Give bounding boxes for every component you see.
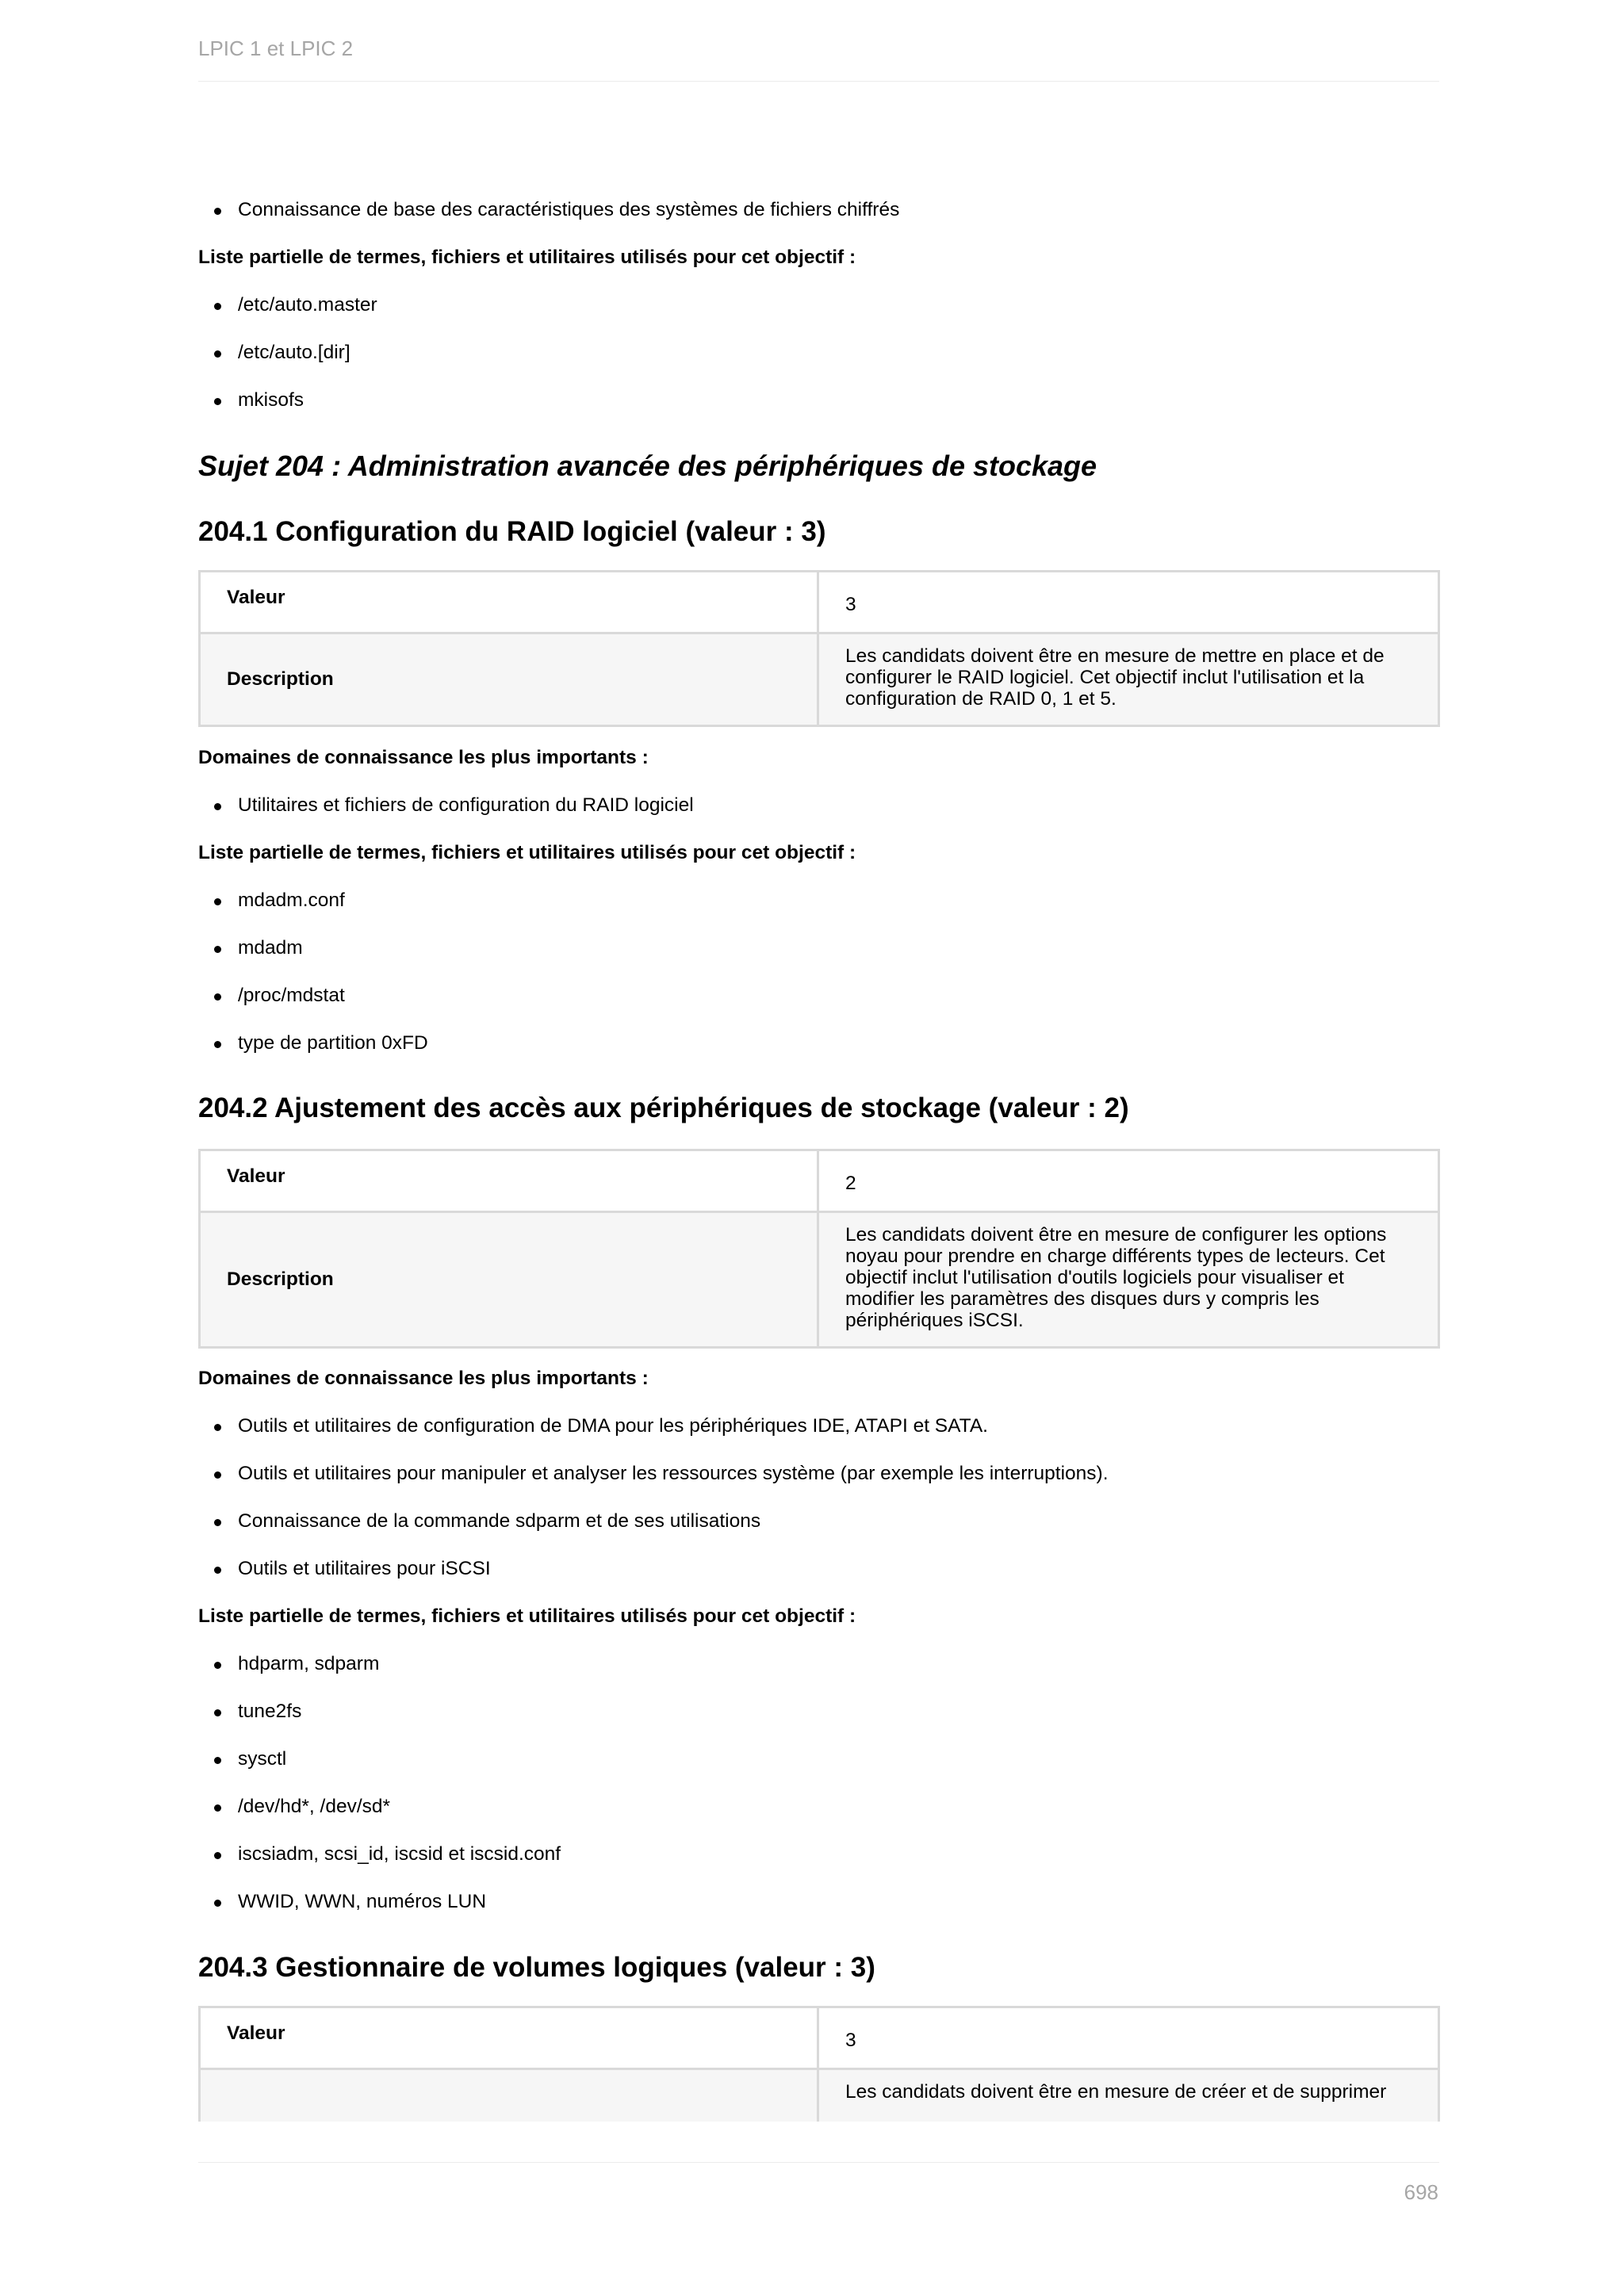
table-row xyxy=(200,2007,1439,2069)
list-item: mdadm xyxy=(238,937,303,959)
list-item: Outils et utilitaires de configuration de DMA pour les périphériques IDE, ATAPI et SATA. xyxy=(238,1415,988,1437)
footer-divider xyxy=(198,2162,1439,2163)
section-heading: 204.2 Ajustement des accès aux périphériques de stockage (valeur : 2) xyxy=(198,1093,1129,1123)
value-cell: 3 xyxy=(818,572,1439,633)
list-item: Connaissance de la commande sdparm et de ses utilisations xyxy=(238,1510,761,1532)
header-title: LPIC 1 et LPIC 2 xyxy=(198,36,354,60)
list-item: WWID, WWN, numéros LUN xyxy=(238,1891,487,1912)
value-cell: 2 xyxy=(818,1150,1439,1212)
table-row xyxy=(200,633,1439,726)
header-divider xyxy=(198,81,1439,82)
description-label: Description xyxy=(200,1212,818,1348)
table-row xyxy=(200,572,1439,633)
list-item: mdadm.conf xyxy=(238,890,345,911)
list-item: tune2fs xyxy=(238,1701,302,1722)
description-cell: Les candidats doivent être en mesure de créer et de supprimer xyxy=(818,2069,1439,2167)
topic-heading: Sujet 204 : Administration avancée des périphériques de stockage xyxy=(198,450,1097,482)
objective-table xyxy=(198,570,1440,727)
objective-table xyxy=(198,1149,1440,1349)
description-cell: Les candidats doivent être en mesure de configurer les options noyau pour prendre en charge différents types de lecteurs. Cet objectif inclut l'utilisation d'outils logiciels pour visualiser et modifier les paramètres des disques durs y compris les périphériques iSCSI. xyxy=(818,1212,1439,1348)
list-item: Outils et utilitaires pour manipuler et analyser les ressources système (par exemple les interruptions). xyxy=(238,1463,1109,1484)
page-number: 698 xyxy=(1404,2180,1438,2204)
description-label: Description xyxy=(200,633,818,726)
table-row xyxy=(200,1212,1439,1348)
section-heading: 204.1 Configuration du RAID logiciel (valeur : 3) xyxy=(198,516,826,547)
list-item: type de partition 0xFD xyxy=(238,1032,428,1054)
terms-label: Liste partielle de termes, fichiers et utilitaires utilisés pour cet objectif : xyxy=(198,842,856,863)
list-item: /proc/mdstat xyxy=(238,985,345,1006)
terms-label: Liste partielle de termes, fichiers et utilitaires utilisés pour cet objectif : xyxy=(198,247,856,268)
list-item: /etc/auto.master xyxy=(238,294,377,316)
table-row xyxy=(200,1150,1439,1212)
section-heading: 204.3 Gestionnaire de volumes logiques (valeur : 3) xyxy=(198,1952,875,1983)
description-cell: Les candidats doivent être en mesure de mettre en place et de configurer le RAID logiciel. Cet objectif inclut l'utilisation et la configuration de RAID 0, 1 et 5. xyxy=(818,633,1439,726)
domains-label: Domaines de connaissance les plus importants : xyxy=(198,747,649,768)
list-item: /etc/auto.[dir] xyxy=(238,342,350,363)
list-item: Outils et utilitaires pour iSCSI xyxy=(238,1558,491,1579)
value-label: Valeur xyxy=(200,572,818,633)
list-item: iscsiadm, scsi_id, iscsid et iscsid.conf xyxy=(238,1843,561,1865)
list-item: Utilitaires et fichiers de configuration du RAID logiciel xyxy=(238,794,694,816)
value-label: Valeur xyxy=(200,1150,818,1212)
list-item: hdparm, sdparm xyxy=(238,1653,380,1674)
domains-label: Domaines de connaissance les plus importants : xyxy=(198,1368,649,1389)
list-item: mkisofs xyxy=(238,389,304,411)
list-item: Connaissance de base des caractéristiques des systèmes de fichiers chiffrés xyxy=(238,199,900,220)
list-item: /dev/hd*, /dev/sd* xyxy=(238,1796,391,1817)
terms-label: Liste partielle de termes, fichiers et utilitaires utilisés pour cet objectif : xyxy=(198,1605,856,1627)
value-label: Valeur xyxy=(200,2007,818,2069)
value-cell: 3 xyxy=(818,2007,1439,2069)
list-item: sysctl xyxy=(238,1748,287,1770)
